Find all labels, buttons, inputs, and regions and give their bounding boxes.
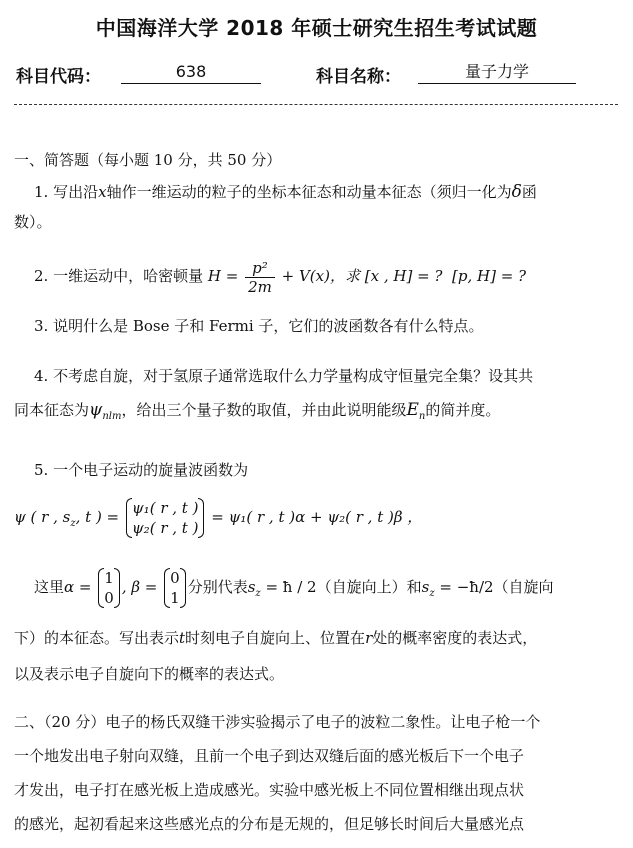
section2-line1: 二、（20 分）电子的杨氏双缝干涉实验揭示了电子的波粒二象性。让电子枪一个 [14,713,541,731]
q5-line5: 以及表示电子自旋向下的概率的表达式。 [14,665,285,683]
section2-line4: 的感光，起初看起来这些感光点的分布是无规的，但足够长时间后大量感光点 [14,815,525,833]
fraction-numerator: p² [245,259,275,278]
subject-name-label: 科目名称： [316,67,401,87]
commutator-x-H: [x , H] = ? [364,267,443,285]
subject-name-value: 量子力学 [418,61,576,84]
var-t: t [179,629,186,647]
commutator-p-H: [p, H] = ? [452,267,527,285]
q4-line2: 同本征态为$\psi_{nlm}$，给出三个量子数的取值，并由此说明能级$E_n$的简并度。 [14,400,501,422]
beta-vector: 0 1 [164,568,186,608]
q5-line4: 下）的本征态。写出表示t时刻电子自旋向上、位置在r处的概率密度的表达式， [14,629,538,647]
subject-code-label: 科目代码： [16,67,101,87]
exam-title: 中国海洋大学 2018 年硕士研究生招生考试试题 [95,16,538,40]
var-x: x [98,183,107,201]
q5-basis-line: 这里α = 1 0 , β = 0 1 分别代表$s_z$ = ħ / 2（自旋向上）和$s_z$ = −ħ/2（自旋向 [34,569,554,607]
dashed-divider [14,104,618,105]
fraction-denominator: 2m [248,277,272,296]
q2-line: 2. 一维运动中，哈密顿量 H = $\frac{\text{p²}}{2m}$ + V(x)，求 [x , H] = ? [p, H] = ? [34,258,527,296]
subject-code-value: 638 [121,61,261,84]
q3-line: 3. 说明什么是 Bose 子和 Fermi 子，它们的波函数各有什么特点。 [34,317,484,335]
psi-nlm: ψ [89,400,103,420]
var-r: r [365,629,373,647]
section2-line3: 才发出，电子打在感光板上造成感光。实验中感光板上不同位置相继出现点状 [14,781,525,799]
delta-symbol: δ [511,182,522,202]
energy-E: E [406,400,419,420]
q4-line1: 4. 不考虑自旋，对于氢原子通常选取什么力学量构成守恒量完全集？设其共 [34,367,534,385]
spinor-matrix: ψ₁( r , t ) ψ₂( r , t ) [126,498,205,538]
q5-spinor-equation: ψ ( r , $s_z$, t ) = ψ₁( r , t ) ψ₂( r , t ) = ψ₁( r , t )α + ψ₂( r , t )β ， [14,499,423,537]
q1-line1: 1. 写出沿x轴作一维运动的粒子的坐标本征态和动量本征态（须归一化为δ函 [34,182,537,202]
kinetic-fraction [245,259,275,296]
q1-line2: 数）。 [14,213,52,231]
subject-row [16,62,626,90]
potential-term: + V(x)，求 [281,267,360,285]
section1-heading: 一、简答题（每小题 10 分，共 50 分） [14,151,282,169]
hamiltonian-lhs: H = [207,267,239,285]
alpha-vector: 1 0 [98,568,120,608]
q5-line1: 5. 一个电子运动的旋量波函数为 [34,461,249,479]
section2-line2: 一个地发出电子射向双缝，且前一个电子到达双缝后面的感光板后下一个电子 [14,747,525,765]
